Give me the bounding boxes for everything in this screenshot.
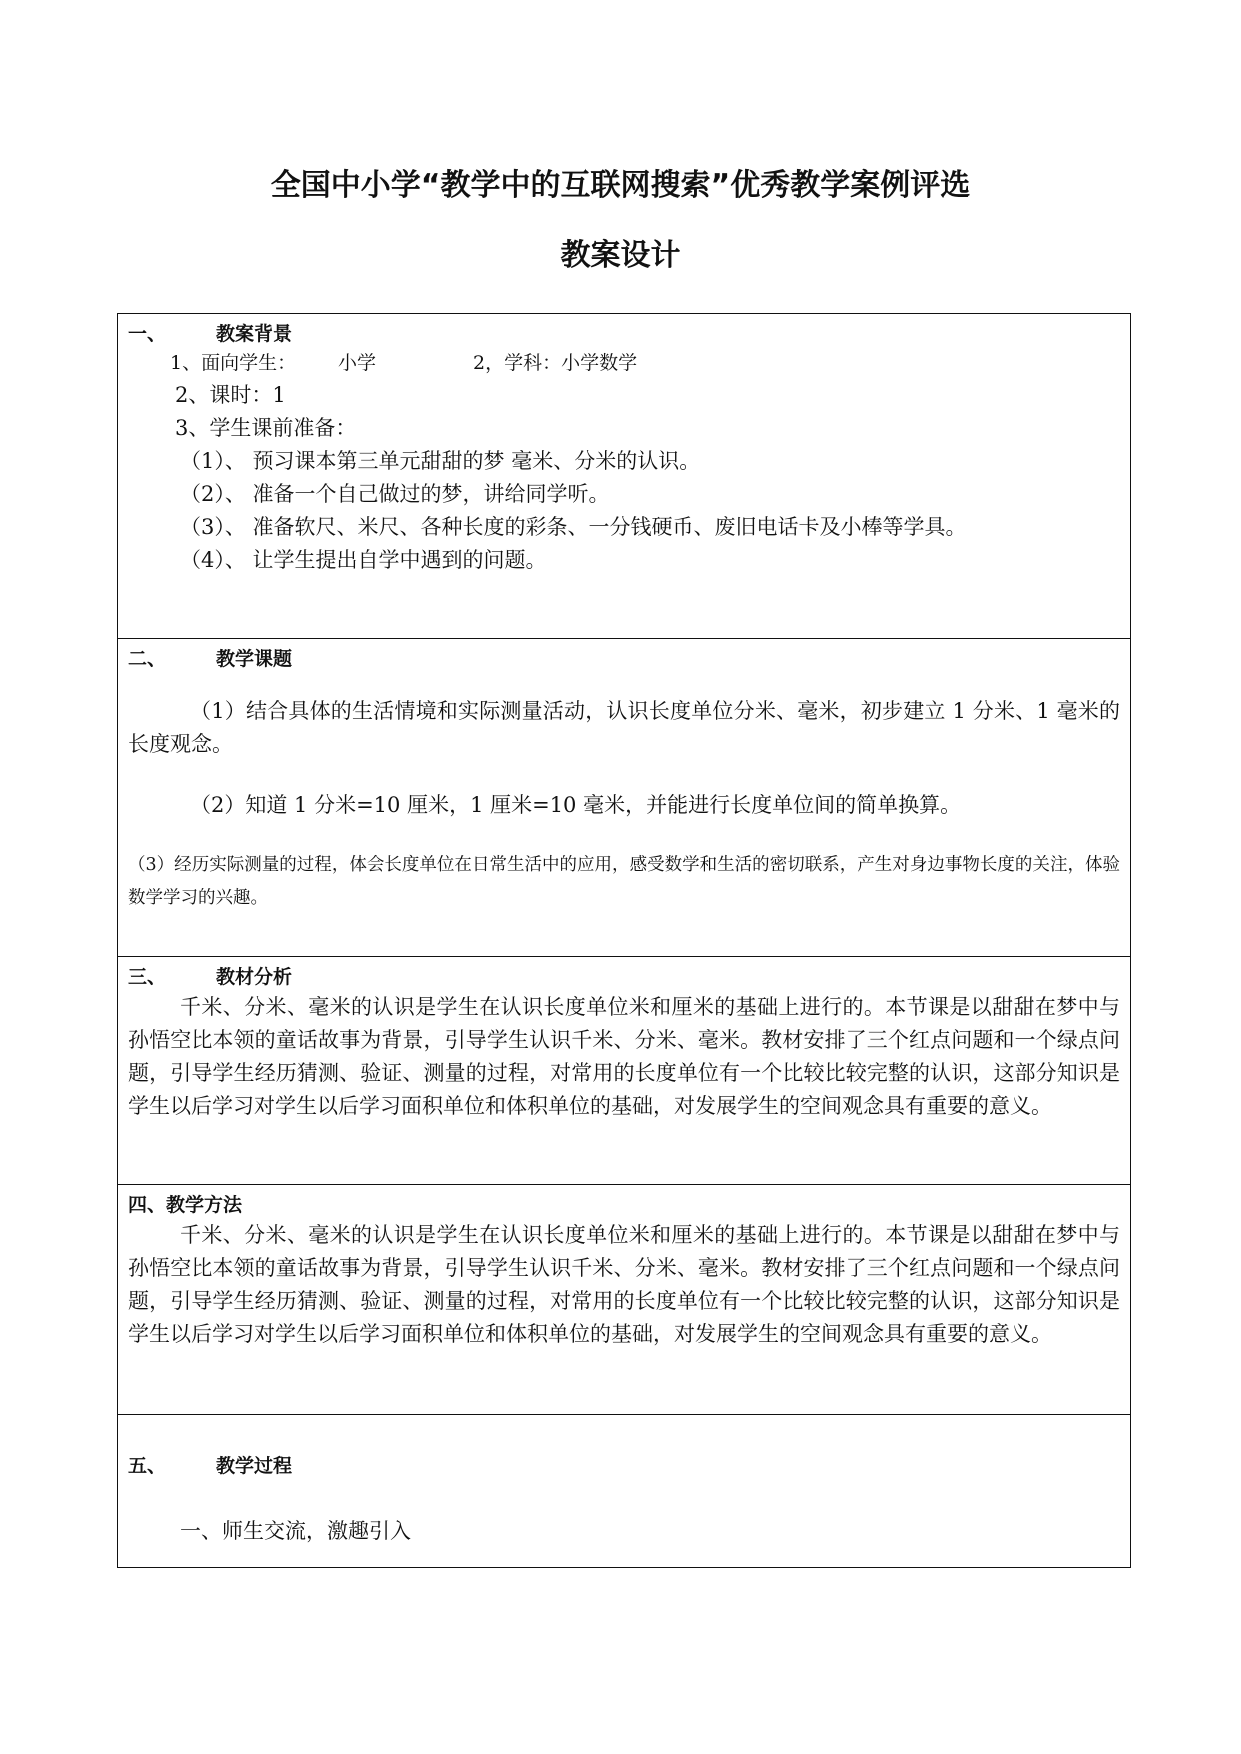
- topic-objective: （3）经历实际测量的过程，体会长度单位在日常生活中的应用，感受数学和生活的密切联系，产生对身边事物长度的关注，体验数学学习的兴趣。: [128, 855, 1120, 908]
- section-heading: [128, 1190, 242, 1217]
- section-material-analysis: [118, 957, 1130, 1185]
- section-title: 教学方法: [166, 1194, 243, 1216]
- document-title: 全国中小学“教学中的互联网搜索”优秀教学案例评选: [270, 168, 971, 203]
- analysis-body: 千米、分米、毫米的认识是学生在认识长度单位米和厘米的基础上进行的。本节课是以甜甜在梦中与孙悟空比本领的童话故事为背景，引导学生认识千米、分米、毫米。教材安排了三个红点问题和一个绿点问题，引导学生经历猜测、验证、测量的过程，对常用的长度单位有一个比较比较完整的认识，这部分知识是学生以后学习对学生以后学习面积单位和体积单位的基础，对发展学生的空间观念具有重要的意义。: [128, 995, 1120, 1118]
- prep-item: （3）、 准备软尺、米尺、各种长度的彩条、一分钱硬币、废旧电话卡及小棒等学具。: [180, 515, 967, 539]
- section-number: 一、: [128, 323, 167, 345]
- section-number: 三、: [128, 966, 167, 988]
- section-teaching-method: [118, 1185, 1130, 1415]
- process-step: 一、师生交流，激趣引入: [180, 1519, 411, 1543]
- section-title: 教学课题: [216, 648, 293, 670]
- prep-item: （2）、 准备一个自己做过的梦，讲给同学听。: [180, 482, 610, 506]
- lesson-plan-table: [117, 313, 1131, 1568]
- topic-objective: （1）结合具体的生活情境和实际测量活动，认识长度单位分米、毫米，初步建立 1 分米、1 毫米的长度观念。: [128, 699, 1120, 756]
- section-topic: [118, 639, 1130, 957]
- section-title: 教案背景: [216, 323, 293, 345]
- method-body: 千米、分米、毫米的认识是学生在认识长度单位米和厘米的基础上进行的。本节课是以甜甜在梦中与孙悟空比本领的童话故事为背景，引导学生认识千米、分米、毫米。教材安排了三个红点问题和一个绿点问题，引导学生经历猜测、验证、测量的过程，对常用的长度单位有一个比较比较完整的认识，这部分知识是学生以后学习对学生以后学习面积单位和体积单位的基础，对发展学生的空间观念具有重要的意义。: [128, 1223, 1120, 1346]
- prep-item: （4）、 让学生提出自学中遇到的问题。: [180, 548, 547, 572]
- prep-heading: 3、学生课前准备：: [175, 416, 357, 440]
- section-number: 二、: [128, 648, 167, 670]
- section-number: 五、: [128, 1455, 167, 1477]
- class-hours: 2、课时：1: [175, 383, 286, 407]
- target-students-value: 小学: [338, 352, 377, 374]
- section-title: 教材分析: [216, 966, 293, 988]
- section-teaching-process: [118, 1415, 1130, 1567]
- section-background: [118, 314, 1130, 639]
- target-students-label: 1、面向学生：: [170, 352, 297, 374]
- section-title: 教学过程: [216, 1455, 293, 1477]
- prep-item: （1）、 预习课本第三单元甜甜的梦 毫米、分米的认识。: [180, 449, 701, 473]
- topic-objective: （2）知道 1 分米=10 厘米，1 厘米=10 毫米，并能进行长度单位间的简单换算。: [190, 793, 962, 817]
- section-number: 四、: [128, 1194, 167, 1216]
- subject-line: 2，学科：小学数学: [473, 352, 638, 374]
- document-subtitle: 教案设计: [560, 238, 681, 273]
